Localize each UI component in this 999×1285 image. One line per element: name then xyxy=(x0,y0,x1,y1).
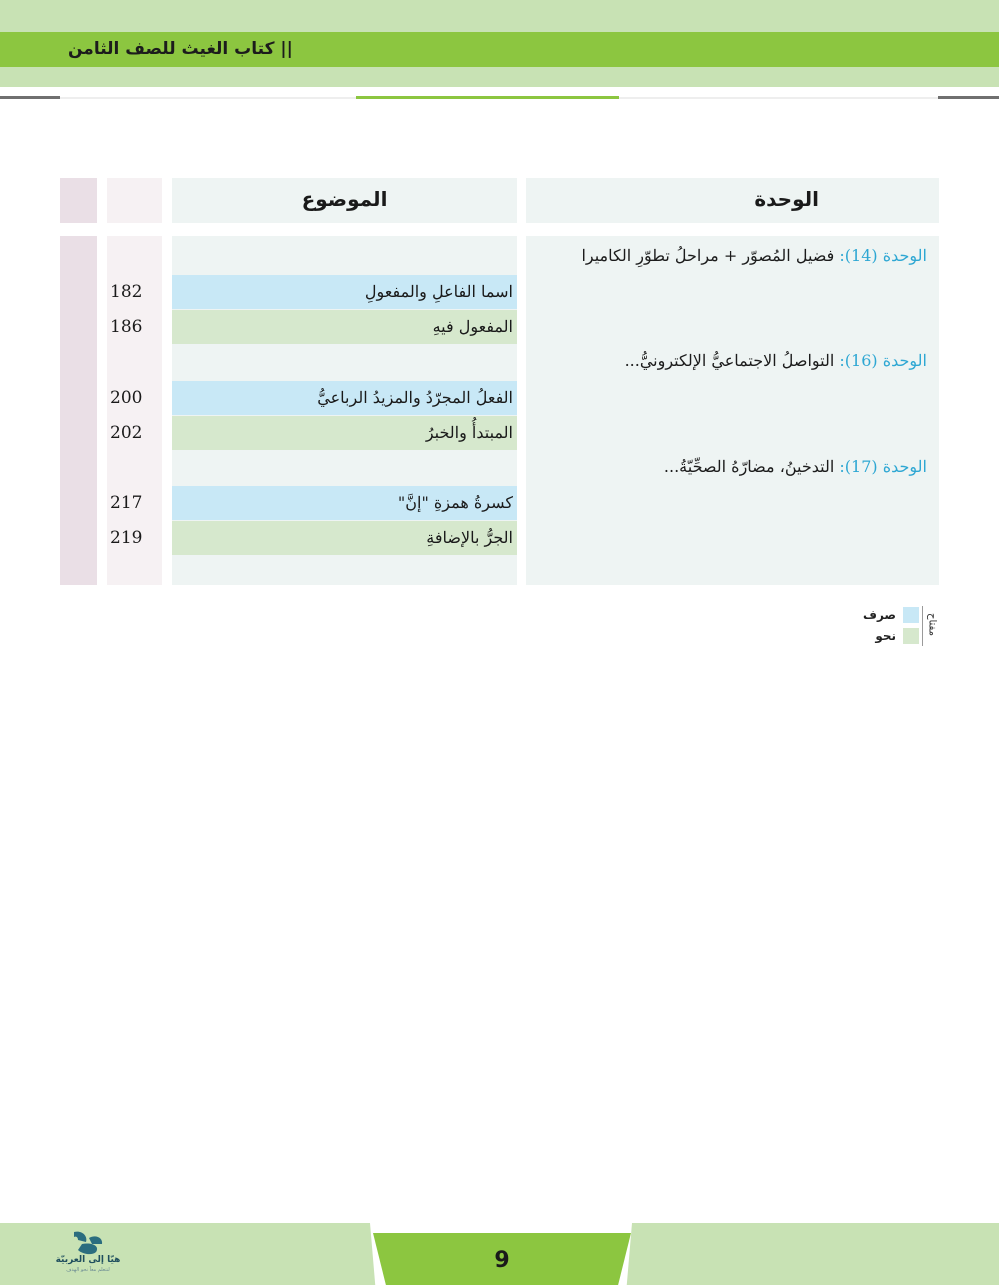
divider-left xyxy=(0,96,60,99)
unit-row xyxy=(664,452,927,482)
topic-row-sarf xyxy=(172,275,517,309)
page-number: 219 xyxy=(110,528,143,548)
page-number: 182 xyxy=(110,282,143,302)
page-number: 200 xyxy=(110,388,143,408)
page-number-footer: 9 xyxy=(494,1248,510,1273)
header-cell-accent xyxy=(60,178,97,223)
header-band-top xyxy=(0,0,999,32)
page-number: 186 xyxy=(110,317,143,337)
divider-light-left xyxy=(60,97,356,99)
sarf-swatch xyxy=(903,607,919,623)
topic-row-sarf xyxy=(172,381,517,415)
accent-column xyxy=(60,236,97,585)
topic-text: كسرةُ همزةِ "إنَّ" xyxy=(397,493,513,512)
unit-label: الوحدة (14): xyxy=(839,246,927,265)
topic-text: المبتدأُ والخبرُ xyxy=(425,423,513,442)
topic-text: الفعلُ المجرّدُ والمزيدُ الرباعيُّ xyxy=(317,388,513,407)
nahw-swatch xyxy=(903,628,919,644)
key-title xyxy=(926,604,938,648)
topic-text: الجرُّ بالإضافةِ xyxy=(426,528,513,547)
unit-row xyxy=(581,241,927,271)
topic-text: اسما الفاعلِ والمفعولِ xyxy=(364,282,513,301)
topic-column-header: الموضوع xyxy=(301,187,388,211)
book-title: || كتاب الغيث للصف الثامن xyxy=(68,39,293,59)
unit-column-header-text: الوحدة xyxy=(754,187,819,211)
unit-column xyxy=(526,236,939,585)
key-divider xyxy=(922,606,923,646)
header-cell-page xyxy=(107,178,162,223)
divider-center xyxy=(356,96,619,99)
unit-label: الوحدة (16): xyxy=(839,351,927,370)
page-number: 202 xyxy=(110,423,143,443)
topic-text: المفعول فيهِ xyxy=(432,317,513,336)
topic-row-nahw xyxy=(172,416,517,450)
header-band-bottom xyxy=(0,67,999,87)
divider-right xyxy=(938,96,999,99)
sarf-label: صرف xyxy=(863,608,896,622)
key-title-text: مفتاح xyxy=(926,613,938,636)
topic-row-sarf xyxy=(172,486,517,520)
topic-row-nahw xyxy=(172,310,517,344)
unit-title: التدخينُ، مضارّهُ الصحِّيّةُ... xyxy=(663,457,835,476)
unit-row xyxy=(625,346,927,376)
unit-label: الوحدة (17): xyxy=(839,457,927,476)
divider-light-right xyxy=(619,97,938,99)
unit-title: التواصلُ الاجتماعيُّ الإلكترونيُّ... xyxy=(624,351,835,370)
publisher-tagline: لنتعلم معاً نحو الهدف xyxy=(66,1267,110,1273)
nahw-label: نحو xyxy=(875,629,896,643)
page-number: 217 xyxy=(110,493,143,513)
publisher-name: هيّا إلى العربيّة xyxy=(55,1255,121,1265)
unit-title: فضيل المُصوّر + مراحلُ تطوّرِ الكاميرا xyxy=(581,246,835,265)
unit-column-header xyxy=(526,178,939,223)
topic-row-nahw xyxy=(172,521,517,555)
